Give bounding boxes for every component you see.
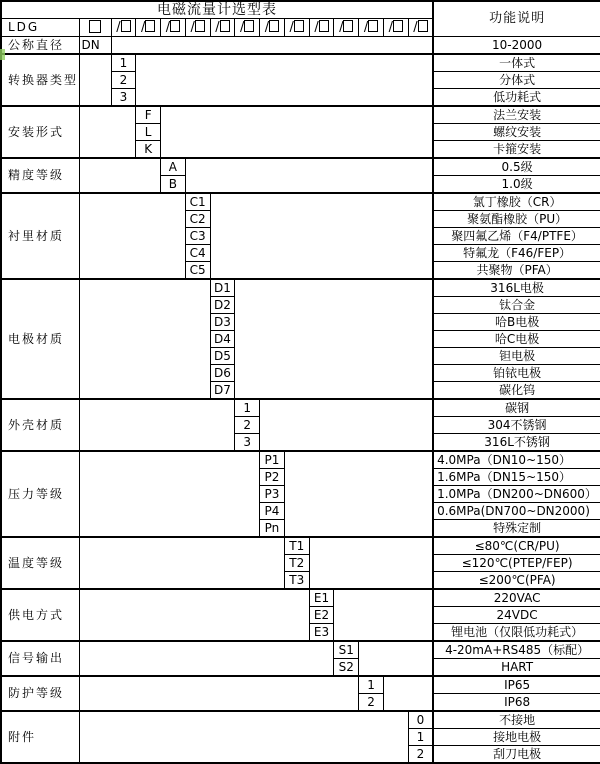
code-cell: A: [161, 158, 186, 176]
function-cell: 特殊定制: [433, 520, 600, 538]
function-cell: ≤120℃(PTEP/FEP): [433, 555, 600, 572]
category-label: 压力等级: [1, 451, 79, 537]
category-label: 信号输出: [1, 641, 79, 676]
function-cell: 1.6MPa（DN15~150）: [433, 469, 600, 486]
code-cell: C2: [185, 211, 210, 228]
filler-cell: [235, 279, 433, 399]
function-cell: 接地电极: [433, 729, 600, 746]
code-cell: D4: [210, 331, 235, 348]
model-code-slot: [111, 19, 136, 37]
function-cell: ≤80℃(CR/PU): [433, 537, 600, 555]
code-cell: C4: [185, 245, 210, 262]
category-label: 温度等级: [1, 537, 79, 589]
filler-cell: [210, 193, 433, 279]
filler-cell: [136, 54, 433, 106]
code-cell: S1: [334, 641, 359, 659]
slash-separator: /: [140, 19, 146, 35]
category-label: 衬里材质: [1, 193, 79, 279]
empty-checkbox-icon: [195, 20, 205, 32]
function-column-header: 功能说明: [433, 1, 600, 37]
model-code-slot: [284, 19, 309, 37]
slash-separator: /: [116, 19, 121, 35]
function-cell: 10-2000: [433, 37, 600, 55]
table-title: 电磁流量计选型表: [1, 1, 433, 19]
function-cell: 铂铱电极: [433, 365, 600, 382]
code-cell: 1: [235, 399, 260, 417]
empty-checkbox-icon: [269, 20, 279, 32]
category-label: 电极材质: [1, 279, 79, 399]
category-label: 精度等级: [1, 158, 79, 193]
function-cell: 共聚物（PFA）: [433, 262, 600, 280]
model-code-slot: [161, 19, 186, 37]
function-cell: 碳化钨: [433, 382, 600, 400]
code-cell: 2: [359, 694, 384, 712]
empty-checkbox-icon: [368, 20, 378, 32]
code-cell: 2: [111, 72, 136, 89]
filler-cell: [79, 589, 309, 641]
code-cell: P4: [260, 503, 285, 520]
code-cell: D3: [210, 314, 235, 331]
model-code-slot: [334, 19, 359, 37]
model-code-slot: [309, 19, 334, 37]
code-cell: 0: [408, 711, 433, 729]
function-cell: 哈C电极: [433, 331, 600, 348]
code-cell: DN: [79, 37, 111, 55]
filler-cell: [79, 711, 408, 763]
code-cell: 1: [359, 676, 384, 694]
empty-checkbox-icon: [244, 20, 254, 32]
category-label: 防护等级: [1, 676, 79, 711]
function-cell: 刮刀电极: [433, 746, 600, 764]
function-cell: 卡箍安装: [433, 141, 600, 159]
function-cell: 碳钢: [433, 399, 600, 417]
filler-cell: [111, 37, 433, 55]
model-code-slot: [185, 19, 210, 37]
filler-cell: [79, 676, 359, 711]
filler-cell: [161, 106, 434, 158]
code-cell: K: [136, 141, 161, 159]
category-label: 附件: [1, 711, 79, 763]
function-cell: 螺纹安装: [433, 124, 600, 141]
model-code-slot: [383, 19, 408, 37]
code-cell: D1: [210, 279, 235, 297]
code-cell: F: [136, 106, 161, 124]
filler-cell: [79, 279, 210, 399]
function-cell: 不接地: [433, 711, 600, 729]
slash-separator: /: [363, 19, 369, 35]
filler-cell: [79, 193, 185, 279]
model-code-slot: [210, 19, 235, 37]
function-cell: 聚四氟乙烯（F4/PTFE）: [433, 228, 600, 245]
slash-separator: /: [165, 19, 171, 35]
function-cell: 316L不锈钢: [433, 434, 600, 452]
filler-cell: [185, 158, 433, 193]
function-cell: 钽电极: [433, 348, 600, 365]
code-cell: 3: [235, 434, 260, 452]
model-first-box: [79, 19, 111, 37]
slash-separator: /: [289, 19, 294, 35]
code-cell: 2: [235, 417, 260, 434]
function-cell: 特氟龙（F46/FEP）: [433, 245, 600, 262]
function-cell: 1.0MPa（DN200~DN600）: [433, 486, 600, 503]
filler-cell: [79, 399, 235, 451]
code-cell: D5: [210, 348, 235, 365]
function-cell: 锂电池（仅限低功耗式）: [433, 624, 600, 642]
slash-separator: /: [388, 19, 393, 35]
function-cell: 钛合金: [433, 297, 600, 314]
category-label: 公称直径: [1, 37, 79, 55]
filler-cell: [79, 451, 260, 537]
slash-separator: /: [190, 19, 195, 35]
filler-cell: [359, 641, 433, 676]
model-code-slot: [359, 19, 384, 37]
function-cell: 1.0级: [433, 176, 600, 194]
function-cell: 316L电极: [433, 279, 600, 297]
function-cell: 4.0MPa（DN10~150）: [433, 451, 600, 469]
function-cell: 4-20mA+RS485（标配）: [433, 641, 600, 659]
filler-cell: [79, 106, 136, 158]
code-cell: 3: [111, 89, 136, 107]
code-cell: E2: [309, 607, 334, 624]
filler-cell: [334, 589, 433, 641]
code-cell: D7: [210, 382, 235, 400]
filler-cell: [79, 537, 284, 589]
filler-cell: [309, 537, 433, 589]
model-code-slot: [136, 19, 161, 37]
filler-cell: [260, 399, 434, 451]
category-label: 供电方式: [1, 589, 79, 641]
empty-checkbox-icon: [393, 20, 403, 32]
code-cell: T1: [284, 537, 309, 555]
function-cell: 0.6MPa(DN700~DN2000): [433, 503, 600, 520]
category-label: 转换器类型: [1, 54, 79, 106]
filler-cell: [79, 54, 111, 106]
code-cell: P3: [260, 486, 285, 503]
code-cell: T2: [284, 555, 309, 572]
empty-checkbox-icon: [418, 20, 428, 32]
empty-checkbox-icon: [89, 20, 101, 33]
filler-cell: [79, 641, 334, 676]
function-cell: IP65: [433, 676, 600, 694]
function-cell: 220VAC: [433, 589, 600, 607]
slash-separator: /: [240, 19, 245, 35]
code-cell: L: [136, 124, 161, 141]
code-cell: D2: [210, 297, 235, 314]
slash-separator: /: [264, 19, 270, 35]
function-cell: HART: [433, 659, 600, 677]
code-cell: S2: [334, 659, 359, 677]
slash-separator: /: [339, 19, 344, 35]
model-code-slot: [260, 19, 285, 37]
function-cell: 哈B电极: [433, 314, 600, 331]
slash-separator: /: [413, 19, 418, 35]
model-code-slot: [408, 19, 433, 37]
code-cell: B: [161, 176, 186, 194]
empty-checkbox-icon: [319, 20, 329, 32]
empty-checkbox-icon: [145, 20, 155, 32]
function-cell: 分体式: [433, 72, 600, 89]
filler-cell: [284, 451, 433, 537]
code-cell: 1: [111, 54, 136, 72]
function-cell: 24VDC: [433, 607, 600, 624]
code-cell: E1: [309, 589, 334, 607]
function-cell: 氯丁橡胶（CR）: [433, 193, 600, 211]
empty-checkbox-icon: [343, 20, 353, 32]
function-cell: 一体式: [433, 54, 600, 72]
function-cell: 法兰安装: [433, 106, 600, 124]
code-cell: C5: [185, 262, 210, 280]
function-cell: 0.5级: [433, 158, 600, 176]
function-cell: 低功耗式: [433, 89, 600, 107]
code-cell: T3: [284, 572, 309, 590]
code-cell: 1: [408, 729, 433, 746]
empty-checkbox-icon: [170, 20, 180, 32]
code-cell: Pn: [260, 520, 285, 538]
slash-separator: /: [215, 19, 220, 35]
empty-checkbox-icon: [220, 20, 230, 32]
filler-cell: [383, 676, 433, 711]
slash-separator: /: [314, 19, 319, 35]
code-cell: P2: [260, 469, 285, 486]
function-cell: 聚氨酯橡胶（PU）: [433, 211, 600, 228]
code-cell: C1: [185, 193, 210, 211]
code-cell: D6: [210, 365, 235, 382]
empty-checkbox-icon: [121, 20, 131, 32]
model-code-slot: [235, 19, 260, 37]
green-artifact: [0, 49, 5, 60]
code-cell: 2: [408, 746, 433, 764]
empty-checkbox-icon: [294, 20, 304, 32]
category-label: 安装形式: [1, 106, 79, 158]
function-cell: ≤200℃(PFA): [433, 572, 600, 590]
function-cell: 304不锈钢: [433, 417, 600, 434]
filler-cell: [79, 158, 161, 193]
function-cell: IP68: [433, 694, 600, 712]
code-cell: P1: [260, 451, 285, 469]
code-cell: C3: [185, 228, 210, 245]
category-label: 外壳材质: [1, 399, 79, 451]
model-prefix-label: LDG: [1, 19, 79, 37]
code-cell: E3: [309, 624, 334, 642]
